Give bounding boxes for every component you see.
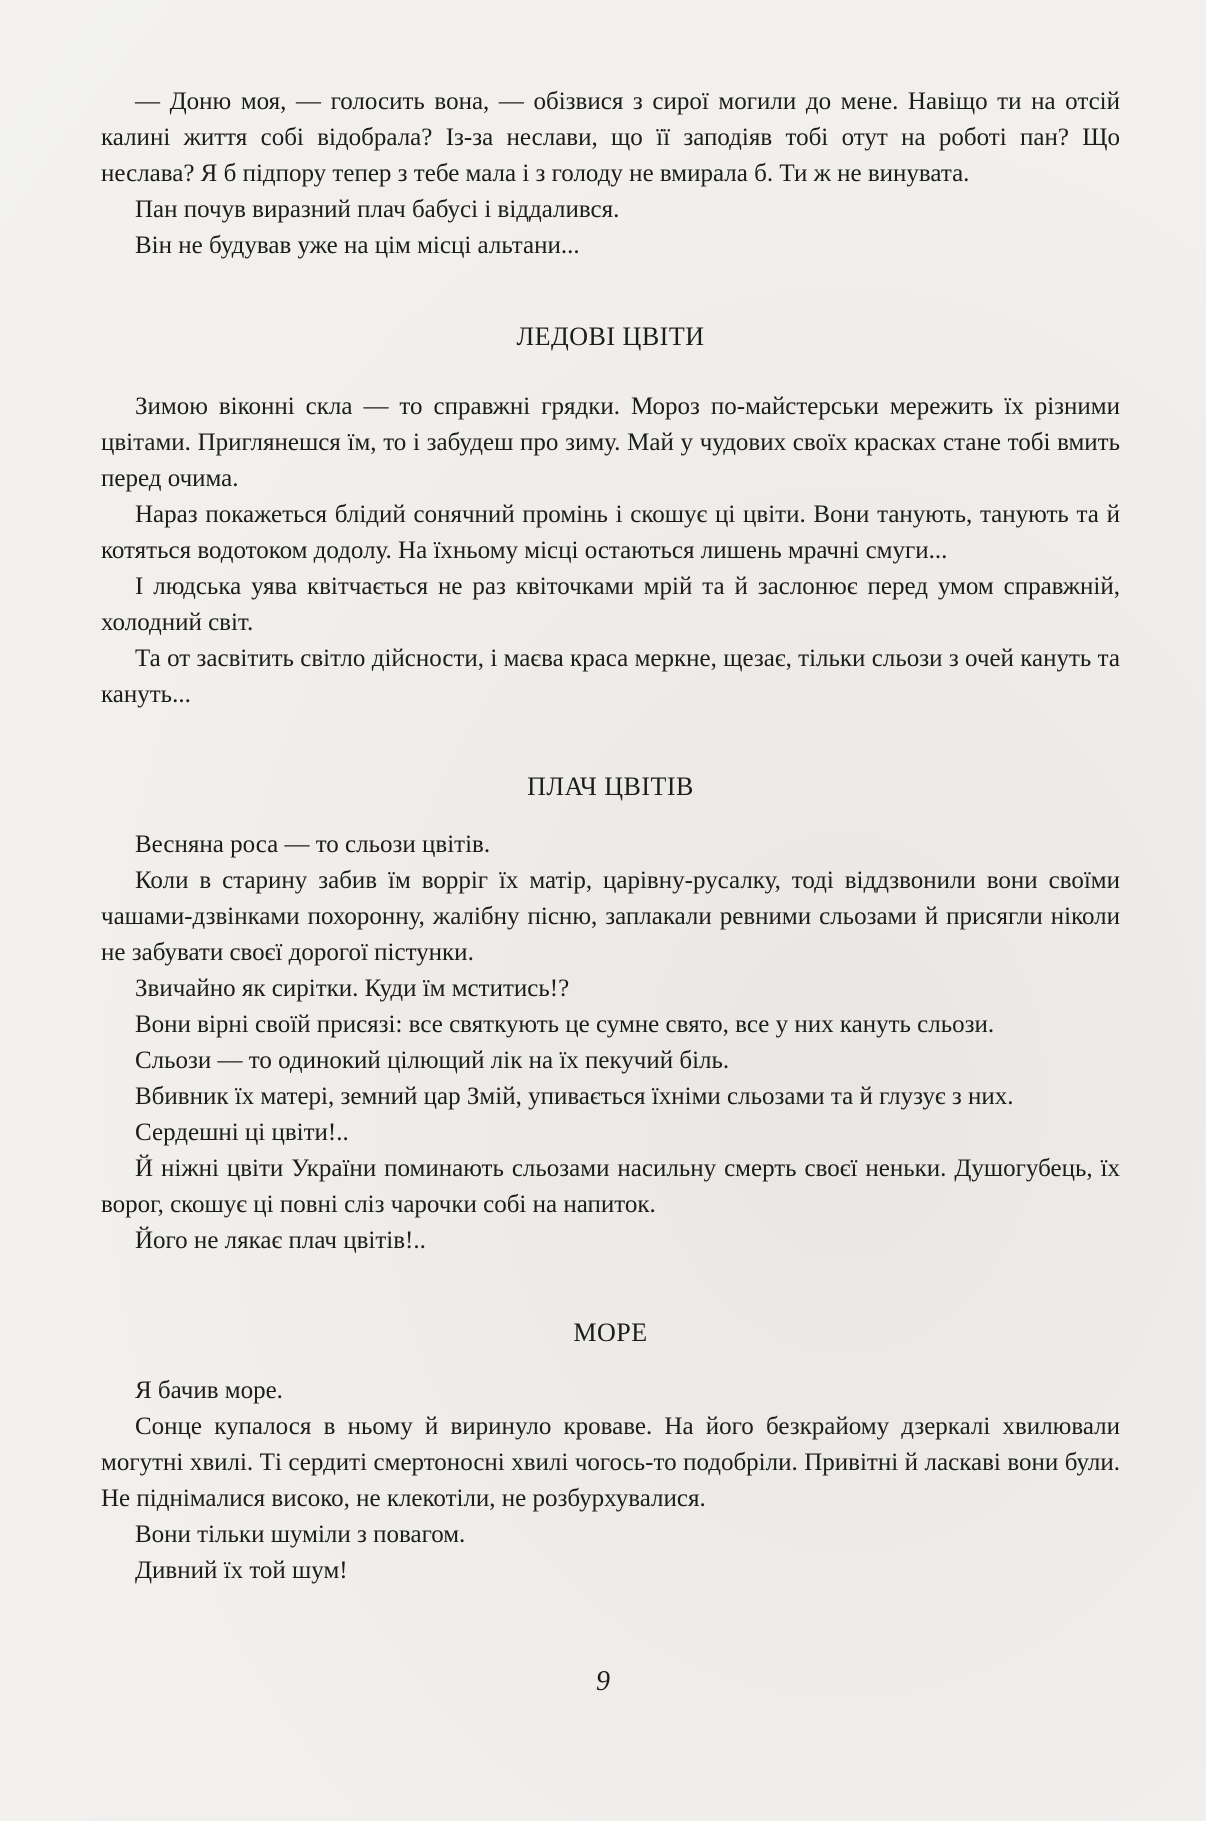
section-ice-flowers — [101, 389, 1120, 713]
paragraph: Сердешні ці цвіти!.. — [135, 1119, 349, 1146]
paragraph: Його не лякає плач цвітів!.. — [135, 1227, 426, 1254]
paragraph: Коли в старину забив їм ворріг їх матір, царівну-русалку, тоді віддзвонили вони своїми чашами-дзвінками похоронну, жалібну пісню, заплакали ревними сльозами й присягли ніколи не забувати своєї дорогої пістунки. — [101, 867, 1120, 966]
text-column — [101, 84, 1120, 1589]
paragraph: — Доню моя, — голосить вона, — обізвися з сирої могили до мене. Навіщо ти на отсій калині життя собі відобрала? Із-за неслави, що її заподіяв тобі отут на роботі пан? Що неслава? Я б підпору тепер з тебе мала і з голоду не вмирала б. Ти ж не винувата. — [101, 88, 1120, 187]
paragraph: Він не будував уже на цім місці альтани... — [135, 232, 580, 259]
paragraph: Нараз покажеться блідий сонячний промінь і скошує ці цвіти. Вони танують, танують та й котяться водотоком додолу. На їхньому місці остаються лишень мрачні смуги... — [101, 501, 1120, 564]
paragraph: Дивний їх той шум! — [135, 1557, 348, 1584]
paragraph: Пан почув виразний плач бабусі і віддалився. — [135, 196, 620, 223]
paragraph: Вбивник їх матері, земний цар Змій, упивається їхніми сльозами та й глузує з них. — [135, 1083, 1014, 1110]
paragraph: Весняна роса — то сльози цвітів. — [135, 831, 491, 858]
paragraph: Зимою віконні скла — то справжні грядки. Мороз по-майстерськи мережить їх різними цвітами. Приглянешся їм, то і забудеш про зиму. Май у чудових своїх красках стане тобі вмить перед очима. — [101, 393, 1120, 492]
section-heading-weeping-flowers: ПЛАЧ ЦВІТІВ — [527, 772, 694, 801]
section-heading-ice-flowers: ЛЕДОВІ ЦВІТИ — [516, 322, 705, 351]
section-sea — [101, 1373, 1120, 1589]
section-weeping-flowers — [101, 827, 1120, 1259]
paragraph: Та от засвітить світло дійсности, і маєва краса меркне, щезає, тільки сльози з очей кануть та кануть... — [101, 645, 1120, 708]
paragraph: Сльози — то одинокий цілющий лік на їх пекучий біль. — [135, 1047, 730, 1074]
paragraph: Вони тільки шуміли з повагом. — [135, 1521, 466, 1548]
paragraph: Звичайно як сирітки. Куди їм мститись!? — [135, 975, 570, 1002]
paragraph: Й ніжні цвіти України поминають сльозами насильну смерть своєї неньки. Душогубець, їх ворог, скошує ці повні сліз чарочки собі на напиток. — [101, 1155, 1120, 1218]
paragraph: І людська уява квітчається не раз квіточками мрій та й заслонює перед умом справжній, холодний світ. — [101, 573, 1120, 636]
paragraph: Я бачив море. — [135, 1377, 283, 1404]
page-number: 9 — [596, 1666, 610, 1697]
section-intro — [101, 84, 1120, 264]
paragraph: Вони вірні своїй присязі: все святкують це сумне свято, все у них кануть сльози. — [135, 1011, 995, 1038]
paragraph: Сонце купалося в ньому й виринуло кроваве. На його безкрайому дзеркалі хвилювали могутні хвилі. Ті сердиті смертоносні хвилі чогось-то подобріли. Привітні й ласкаві вони були. Не піднімалися високо, не клекотіли, не розбурхувалися. — [101, 1413, 1120, 1512]
section-heading-sea: МОРЕ — [573, 1318, 648, 1347]
